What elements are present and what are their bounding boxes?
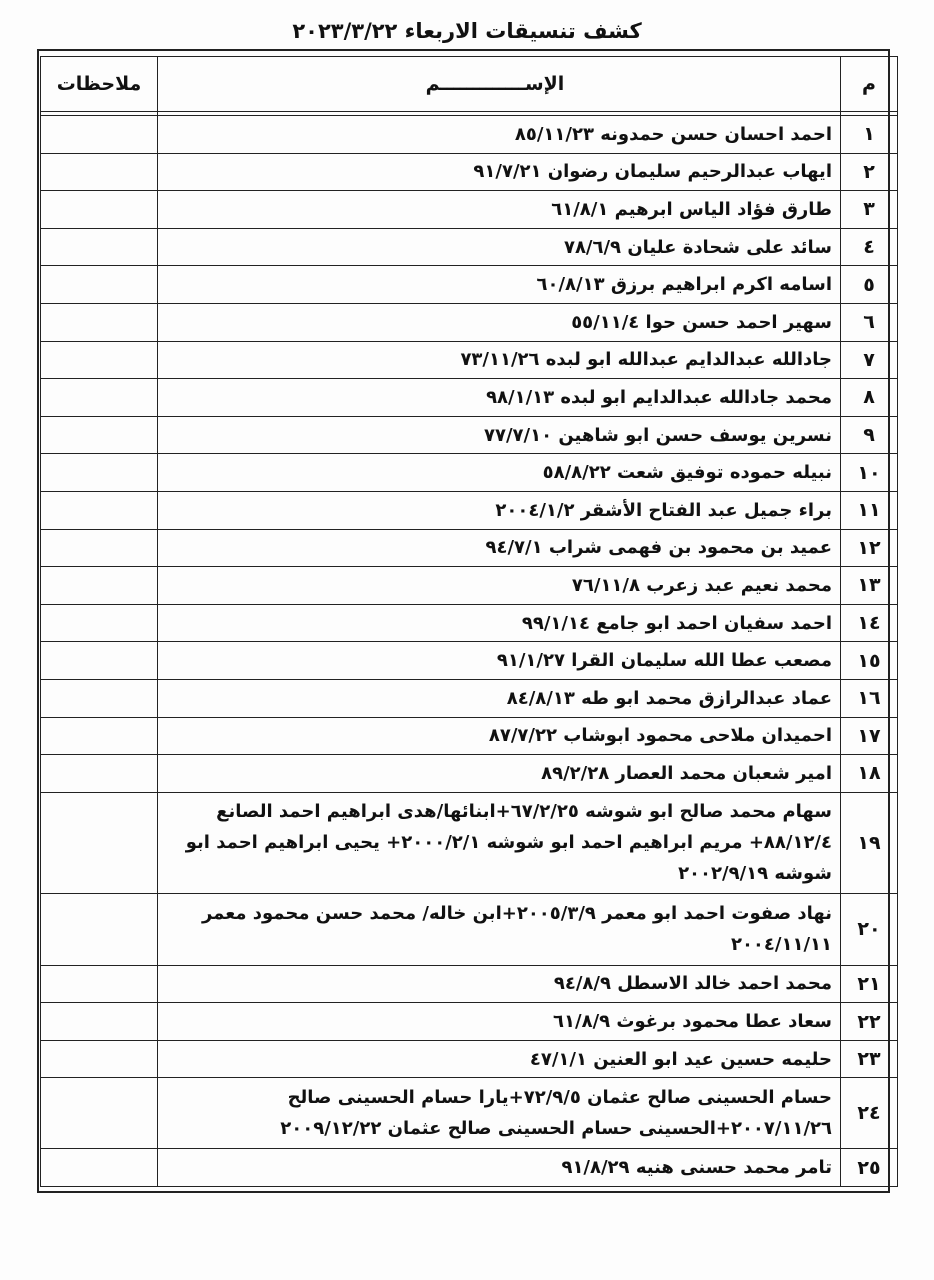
row-name bbox=[158, 228, 841, 266]
row-number: ١٩ bbox=[841, 792, 898, 893]
row-notes bbox=[41, 893, 158, 965]
table-row bbox=[41, 228, 898, 266]
table-body bbox=[41, 116, 898, 1187]
row-name-text: احميدان ملاحى محمود ابوشاب ٨٧/٧/٢٢ bbox=[488, 725, 832, 747]
row-notes bbox=[41, 567, 158, 605]
row-name bbox=[158, 893, 841, 965]
row-notes bbox=[41, 679, 158, 717]
row-number: ٨ bbox=[841, 379, 898, 417]
row-notes bbox=[41, 454, 158, 492]
row-name bbox=[158, 1003, 841, 1041]
row-name bbox=[158, 416, 841, 454]
row-notes bbox=[41, 792, 158, 893]
row-notes bbox=[41, 416, 158, 454]
table-row bbox=[41, 792, 898, 893]
row-name bbox=[158, 153, 841, 191]
row-number: ٢٣ bbox=[841, 1040, 898, 1078]
row-name bbox=[158, 491, 841, 529]
table-row bbox=[41, 604, 898, 642]
table-row bbox=[41, 893, 898, 965]
row-notes bbox=[41, 116, 158, 154]
row-name bbox=[158, 792, 841, 893]
row-name-text: طارق فؤاد الياس ابرهيم ٦١/٨/١ bbox=[551, 198, 832, 220]
row-name bbox=[158, 642, 841, 680]
table-row bbox=[41, 1149, 898, 1187]
table-row bbox=[41, 116, 898, 154]
row-name-text: جادالله عبدالدايم عبدالله ابو لبده ٧٣/١١/٢٦ bbox=[460, 349, 832, 371]
row-notes bbox=[41, 228, 158, 266]
row-name-text: ايهاب عبدالرحيم سليمان رضوان ٩١/٧/٢١ bbox=[473, 161, 832, 183]
table-row bbox=[41, 379, 898, 417]
page-title: كشف تنسيقات الاربعاء ٢٠٢٣/٣/٢٢ bbox=[292, 19, 642, 43]
row-notes bbox=[41, 1040, 158, 1078]
table-row bbox=[41, 1078, 898, 1149]
row-name-text: محمد نعيم عبد زعرب ٧٦/١١/٨ bbox=[571, 574, 832, 596]
header-notes: ملاحظات bbox=[41, 57, 158, 112]
table-row bbox=[41, 191, 898, 229]
row-name bbox=[158, 341, 841, 379]
table-row bbox=[41, 1040, 898, 1078]
row-name bbox=[158, 191, 841, 229]
table-row bbox=[41, 416, 898, 454]
table-row bbox=[41, 454, 898, 492]
row-number: ٦ bbox=[841, 303, 898, 341]
row-notes bbox=[41, 604, 158, 642]
row-name-text: حليمه حسين عيد ابو العنين ٤٧/١/١ bbox=[529, 1048, 832, 1070]
row-notes bbox=[41, 755, 158, 793]
row-number: ١٢ bbox=[841, 529, 898, 567]
header-number: م bbox=[841, 57, 898, 112]
row-notes bbox=[41, 491, 158, 529]
row-name-text: محمد جادالله عبدالدايم ابو لبده ٩٨/١/١٣ bbox=[486, 386, 832, 408]
roster-table bbox=[40, 56, 898, 1187]
row-notes bbox=[41, 266, 158, 304]
row-notes bbox=[41, 191, 158, 229]
row-name-text: عميد بن محمود بن فهمى شراب ٩٤/٧/١ bbox=[485, 537, 832, 559]
table-row bbox=[41, 1003, 898, 1041]
row-name bbox=[158, 1040, 841, 1078]
row-number: ٢٥ bbox=[841, 1149, 898, 1187]
row-name-text: عماد عبدالرازق محمد ابو طه ٨٤/٨/١٣ bbox=[506, 687, 832, 709]
row-name-text: محمد احمد خالد الاسطل ٩٤/٨/٩ bbox=[553, 973, 832, 995]
row-name bbox=[158, 266, 841, 304]
row-name-text: حسام الحسينى صالح عثمان ٧٢/٩/٥+يارا حسام الحسينى صالح ٢٠٠٧/١١/٢٦+الحسينى حسام الحسينى صالح عثمان ٢٠٠٩/١٢/٢٢ bbox=[280, 1087, 832, 1140]
table-row bbox=[41, 755, 898, 793]
row-notes bbox=[41, 1003, 158, 1041]
row-number: ١٠ bbox=[841, 454, 898, 492]
row-number: ٢٤ bbox=[841, 1078, 898, 1149]
row-name-text: تامر محمد حسنى هنيه ٩١/٨/٢٩ bbox=[561, 1157, 832, 1179]
table-row bbox=[41, 529, 898, 567]
row-number: ٢١ bbox=[841, 965, 898, 1003]
row-name-text: نهاد صفوت احمد ابو معمر ٢٠٠٥/٣/٩+ابن خاله/ محمد حسن محمود معمر ٢٠٠٤/١١/١١ bbox=[201, 903, 832, 956]
table-row bbox=[41, 567, 898, 605]
row-name bbox=[158, 116, 841, 154]
row-notes bbox=[41, 303, 158, 341]
row-number: ١١ bbox=[841, 491, 898, 529]
row-name-text: نسرين يوسف حسن ابو شاهين ٧٧/٧/١٠ bbox=[483, 424, 832, 446]
row-name bbox=[158, 454, 841, 492]
row-name-text: سهير احمد حسن حوا ٥٥/١١/٤ bbox=[571, 311, 832, 333]
row-name bbox=[158, 1149, 841, 1187]
table-row bbox=[41, 303, 898, 341]
row-notes bbox=[41, 965, 158, 1003]
row-name bbox=[158, 1078, 841, 1149]
row-number: ١٤ bbox=[841, 604, 898, 642]
row-number: ١٣ bbox=[841, 567, 898, 605]
row-number: ٢ bbox=[841, 153, 898, 191]
row-number: ٢٢ bbox=[841, 1003, 898, 1041]
table-row bbox=[41, 717, 898, 755]
header-name: الإســـــــــــــم bbox=[158, 57, 841, 112]
header-row bbox=[41, 57, 898, 112]
row-number: ١٧ bbox=[841, 717, 898, 755]
row-name bbox=[158, 529, 841, 567]
row-name-text: سعاد عطا محمود برغوث ٦١/٨/٩ bbox=[553, 1011, 832, 1033]
row-name bbox=[158, 679, 841, 717]
row-name-text: امير شعبان محمد العصار ٨٩/٢/٢٨ bbox=[541, 762, 832, 784]
row-notes bbox=[41, 153, 158, 191]
row-notes bbox=[41, 341, 158, 379]
row-name bbox=[158, 379, 841, 417]
row-name bbox=[158, 717, 841, 755]
row-notes bbox=[41, 717, 158, 755]
row-notes bbox=[41, 1078, 158, 1149]
row-notes bbox=[41, 379, 158, 417]
row-name-text: سهام محمد صالح ابو شوشه ٦٧/٢/٢٥+ابنائها/هدى ابراهيم احمد الصانع ٨٨/١٢/٤+ مريم ابراهيم احمد ابو شوشه ٢٠٠٠/٢/١+ يحيى ابراهيم احمد ابو شوشه ٢٠٠٢/٩/١٩ bbox=[185, 801, 832, 885]
row-name-text: نبيله حموده توفيق شعت ٥٨/٨/٢٢ bbox=[542, 462, 832, 484]
row-number: ١ bbox=[841, 116, 898, 154]
row-name-text: مصعب عطا الله سليمان القرا ٩١/١/٢٧ bbox=[496, 650, 832, 672]
row-name bbox=[158, 303, 841, 341]
row-name-text: احمد احسان حسن حمدونه ٨٥/١١/٢٣ bbox=[514, 123, 832, 145]
row-notes bbox=[41, 1149, 158, 1187]
row-name bbox=[158, 965, 841, 1003]
row-name bbox=[158, 755, 841, 793]
row-name-text: اسامه اكرم ابراهيم برزق ٦٠/٨/١٣ bbox=[536, 274, 832, 296]
row-number: ٧ bbox=[841, 341, 898, 379]
row-name-text: سائد على شحادة عليان ٧٨/٦/٩ bbox=[563, 236, 832, 258]
row-number: ٣ bbox=[841, 191, 898, 229]
table-row bbox=[41, 266, 898, 304]
table-row bbox=[41, 491, 898, 529]
row-name-text: احمد سفيان احمد ابو جامع ٩٩/١/١٤ bbox=[521, 612, 832, 634]
row-number: ٥ bbox=[841, 266, 898, 304]
table-row bbox=[41, 642, 898, 680]
row-name-text: براء جميل عبد الفتاح الأشقر ٢٠٠٤/١/٢ bbox=[495, 499, 832, 521]
row-number: ٩ bbox=[841, 416, 898, 454]
row-number: ١٥ bbox=[841, 642, 898, 680]
row-number: ٢٠ bbox=[841, 893, 898, 965]
row-number: ٤ bbox=[841, 228, 898, 266]
row-name bbox=[158, 567, 841, 605]
row-notes bbox=[41, 529, 158, 567]
row-notes bbox=[41, 642, 158, 680]
table-row bbox=[41, 341, 898, 379]
row-number: ١٨ bbox=[841, 755, 898, 793]
row-number: ١٦ bbox=[841, 679, 898, 717]
table-row bbox=[41, 679, 898, 717]
table-row bbox=[41, 153, 898, 191]
table-row bbox=[41, 965, 898, 1003]
row-name bbox=[158, 604, 841, 642]
